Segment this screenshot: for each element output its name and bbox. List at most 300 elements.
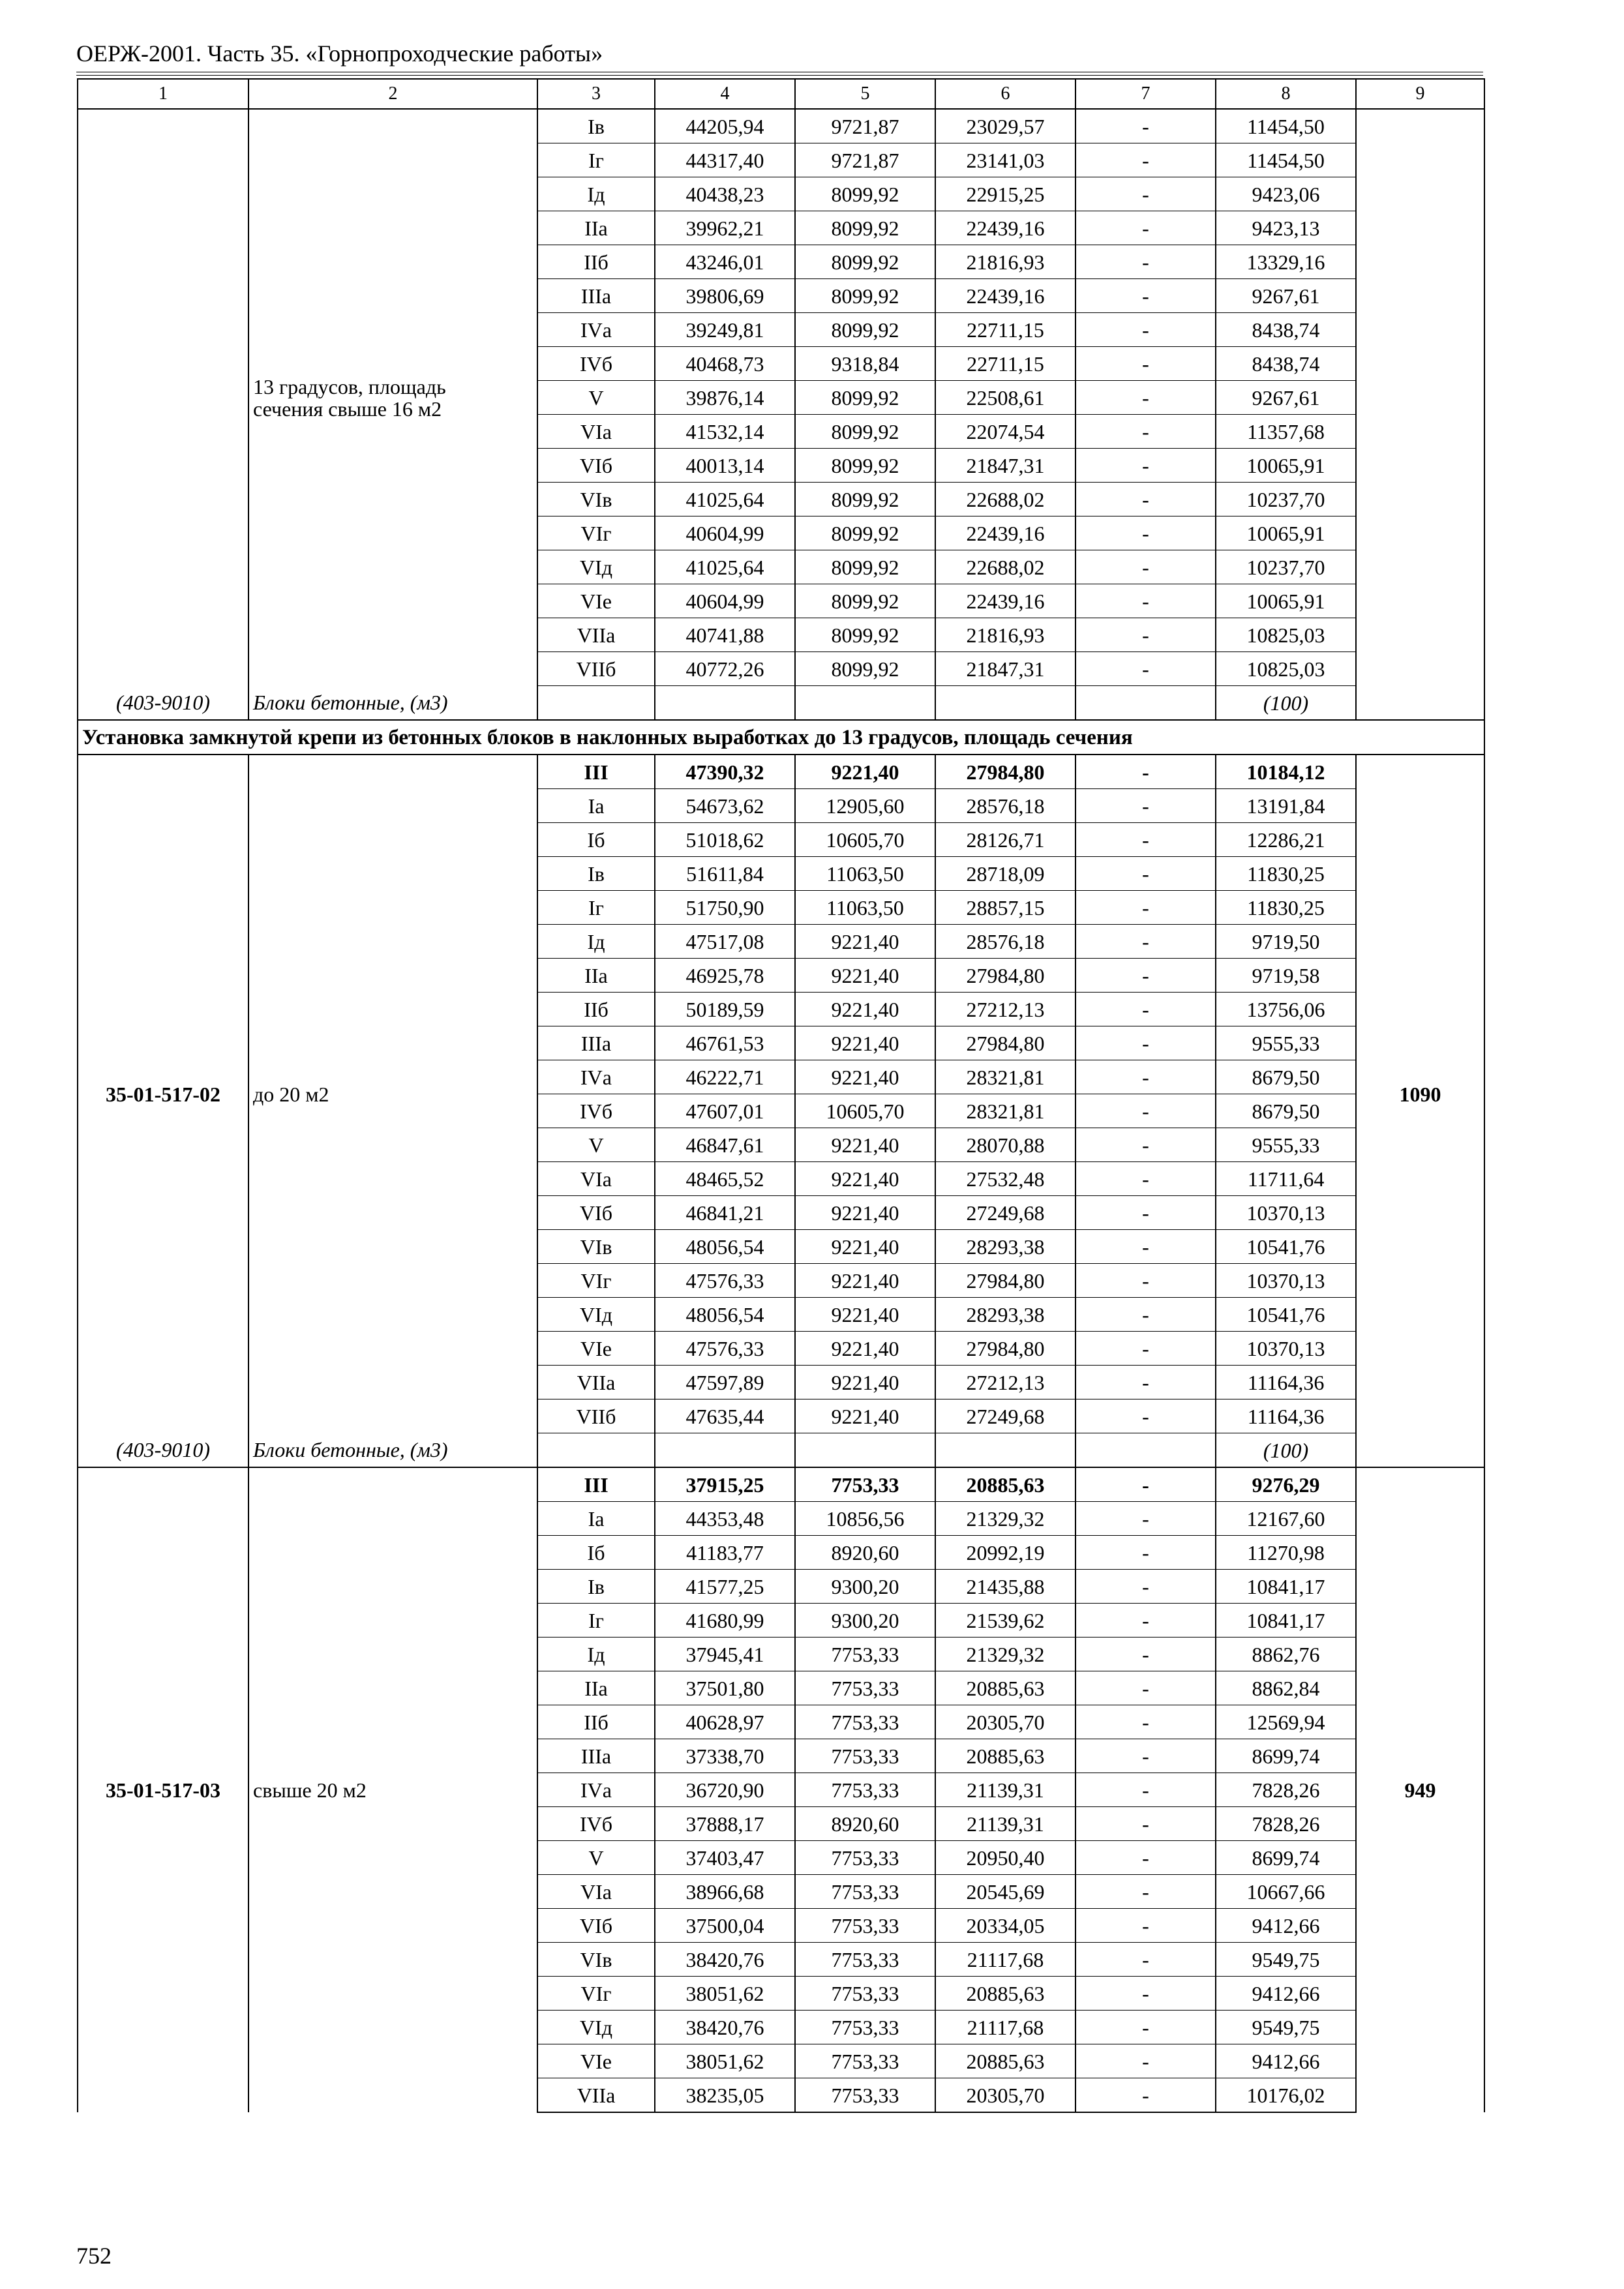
machine-cost-cell: 21117,68 [935,2011,1075,2044]
driver-wages-cell: - [1075,550,1216,584]
driver-wages-cell: - [1075,2078,1216,2113]
direct-cost-cell: 39962,21 [655,211,795,245]
driver-wages-cell: - [1075,2044,1216,2078]
driver-wages-cell: - [1075,925,1216,959]
driver-wages-cell: - [1075,245,1216,279]
material-code: (403-9010) [78,686,248,721]
machine-cost-cell: 28321,81 [935,1094,1075,1128]
materials-cost-cell: 9412,66 [1216,1909,1356,1943]
materials-cost-cell: 9555,33 [1216,1026,1356,1060]
machine-cost-cell: 27984,80 [935,1026,1075,1060]
description-cell [248,755,537,1433]
wages-cell: 9721,87 [795,109,935,143]
driver-wages-cell: - [1075,381,1216,415]
driver-wages-cell: - [1075,1807,1216,1841]
machine-cost-cell: 22688,02 [935,550,1075,584]
wages-cell: 7753,33 [795,2011,935,2044]
category-cell: IVа [537,313,655,347]
wages-cell: 9221,40 [795,1230,935,1264]
wages-cell: 9221,40 [795,1060,935,1094]
machine-cost-cell: 20885,63 [935,1739,1075,1773]
wages-cell: 9221,40 [795,1366,935,1399]
driver-wages-cell: - [1075,1196,1216,1230]
direct-cost-cell: 47597,89 [655,1366,795,1399]
wages-cell: 9221,40 [795,1196,935,1230]
wages-cell: 8099,92 [795,618,935,652]
machine-cost-cell: 21117,68 [935,1943,1075,1977]
wages-cell: 8099,92 [795,550,935,584]
table-row [78,1467,1484,1502]
driver-wages-cell: - [1075,891,1216,925]
code-cell: 35-01-517-03 [78,1467,248,2112]
driver-wages-cell: - [1075,1739,1216,1773]
materials-cost-cell: 10370,13 [1216,1264,1356,1298]
machine-cost-cell: 27984,80 [935,755,1075,789]
materials-cost-cell: 9555,33 [1216,1128,1356,1162]
driver-wages-cell: - [1075,1875,1216,1909]
wages-cell: 7753,33 [795,1467,935,1502]
category-cell: VIе [537,1332,655,1366]
driver-wages-cell: - [1075,652,1216,686]
direct-cost-cell: 47635,44 [655,1399,795,1433]
direct-cost-cell: 47576,33 [655,1264,795,1298]
materials-cost-cell: 10237,70 [1216,483,1356,516]
wages-cell: 12905,60 [795,789,935,823]
total-cell [1356,109,1484,686]
machine-cost-cell: 28576,18 [935,789,1075,823]
direct-cost-cell: 37501,80 [655,1671,795,1705]
wages-cell: 8099,92 [795,279,935,313]
column-number: 6 [935,79,1075,109]
category-cell: Iд [537,177,655,211]
category-cell: VIIа [537,2078,655,2113]
wages-cell: 7753,33 [795,1909,935,1943]
driver-wages-cell: - [1075,823,1216,857]
materials-cost-cell: 9549,75 [1216,2011,1356,2044]
wages-cell: 9221,40 [795,1399,935,1433]
materials-cost-cell: 7828,26 [1216,1773,1356,1807]
machine-cost-cell: 21139,31 [935,1773,1075,1807]
empty-cell [935,686,1075,721]
materials-cost-cell: 10825,03 [1216,618,1356,652]
materials-cost-cell: 10370,13 [1216,1332,1356,1366]
materials-cost-cell: 9412,66 [1216,1977,1356,2011]
wages-cell: 7753,33 [795,1773,935,1807]
machine-cost-cell: 28070,88 [935,1128,1075,1162]
category-cell: VIа [537,1875,655,1909]
materials-cost-cell: 10184,12 [1216,755,1356,789]
materials-cost-cell: 12167,60 [1216,1502,1356,1536]
wages-cell: 9300,20 [795,1570,935,1604]
driver-wages-cell: - [1075,789,1216,823]
section-title: Установка замкнутой крепи из бетонных блоков в наклонных выработках до 13 градусов, площадь сечения [78,720,1484,755]
category-cell: IVа [537,1773,655,1807]
machine-cost-cell: 20305,70 [935,2078,1075,2113]
wages-cell: 9221,40 [795,993,935,1026]
material-code: (403-9010) [78,1433,248,1468]
materials-cost-cell: 9423,06 [1216,177,1356,211]
machine-cost-cell: 22711,15 [935,347,1075,381]
wages-cell: 8099,92 [795,211,935,245]
materials-cost-cell: 8699,74 [1216,1739,1356,1773]
direct-cost-cell: 41577,25 [655,1570,795,1604]
direct-cost-cell: 37403,47 [655,1841,795,1875]
driver-wages-cell: - [1075,1909,1216,1943]
category-cell: Iг [537,891,655,925]
machine-cost-cell: 28576,18 [935,925,1075,959]
driver-wages-cell: - [1075,1841,1216,1875]
machine-cost-cell: 28718,09 [935,857,1075,891]
section-title-row [78,720,1484,755]
wages-cell: 8920,60 [795,1807,935,1841]
material-name: Блоки бетонные, (м3) [248,686,537,721]
direct-cost-cell: 38420,76 [655,1943,795,1977]
table-body [78,79,1484,2112]
category-cell: IIIа [537,279,655,313]
materials-cost-cell: 12286,21 [1216,823,1356,857]
materials-cost-cell: 9267,61 [1216,279,1356,313]
driver-wages-cell: - [1075,211,1216,245]
column-number: 7 [1075,79,1216,109]
machine-cost-cell: 21847,31 [935,652,1075,686]
machine-cost-cell: 27984,80 [935,1264,1075,1298]
materials-cost-cell: 11164,36 [1216,1399,1356,1433]
direct-cost-cell: 37945,41 [655,1638,795,1671]
driver-wages-cell: - [1075,347,1216,381]
machine-cost-cell: 20885,63 [935,1671,1075,1705]
materials-cost-cell: 13329,16 [1216,245,1356,279]
materials-cost-cell: 11830,25 [1216,857,1356,891]
category-cell: VIг [537,516,655,550]
driver-wages-cell: - [1075,1060,1216,1094]
machine-cost-cell: 27212,13 [935,1366,1075,1399]
wages-cell: 7753,33 [795,2044,935,2078]
direct-cost-cell: 51018,62 [655,823,795,857]
direct-cost-cell: 38051,62 [655,2044,795,2078]
driver-wages-cell: - [1075,618,1216,652]
machine-cost-cell: 20885,63 [935,1467,1075,1502]
wages-cell: 8099,92 [795,381,935,415]
empty-cell [537,1433,655,1468]
materials-cost-cell: 10541,76 [1216,1298,1356,1332]
materials-cost-cell: 10237,70 [1216,550,1356,584]
category-cell: VIб [537,1196,655,1230]
direct-cost-cell: 40468,73 [655,347,795,381]
machine-cost-cell: 22439,16 [935,211,1075,245]
description-line: сечения свыше 16 м2 [253,396,442,421]
direct-cost-cell: 40604,99 [655,584,795,618]
direct-cost-cell: 40604,99 [655,516,795,550]
category-cell: IIа [537,1671,655,1705]
machine-cost-cell: 28293,38 [935,1230,1075,1264]
wages-cell: 8099,92 [795,516,935,550]
direct-cost-cell: 51611,84 [655,857,795,891]
driver-wages-cell: - [1075,1026,1216,1060]
direct-cost-cell: 44205,94 [655,109,795,143]
machine-cost-cell: 20885,63 [935,1977,1075,2011]
wages-cell: 9221,40 [795,1026,935,1060]
machine-cost-cell: 28293,38 [935,1298,1075,1332]
driver-wages-cell: - [1075,313,1216,347]
category-cell: VIа [537,1162,655,1196]
materials-cost-cell: 8438,74 [1216,347,1356,381]
category-cell: IIа [537,211,655,245]
machine-cost-cell: 22711,15 [935,313,1075,347]
category-cell: Iв [537,1570,655,1604]
direct-cost-cell: 38966,68 [655,1875,795,1909]
machine-cost-cell: 21329,32 [935,1638,1075,1671]
column-number: 4 [655,79,795,109]
driver-wages-cell: - [1075,1264,1216,1298]
code-cell: 35-01-517-02 [78,755,248,1433]
materials-cost-cell: 11164,36 [1216,1366,1356,1399]
driver-wages-cell: - [1075,2011,1216,2044]
machine-cost-cell: 21816,93 [935,245,1075,279]
direct-cost-cell: 44317,40 [655,143,795,177]
materials-cost-cell: 10825,03 [1216,652,1356,686]
direct-cost-cell: 38235,05 [655,2078,795,2113]
direct-cost-cell: 41025,64 [655,483,795,516]
category-cell: Iд [537,1638,655,1671]
wages-cell: 9221,40 [795,1298,935,1332]
driver-wages-cell: - [1075,993,1216,1026]
materials-cost-cell: 13191,84 [1216,789,1356,823]
category-cell: IIб [537,245,655,279]
category-cell: IIб [537,993,655,1026]
wages-cell: 7753,33 [795,1875,935,1909]
wages-cell: 9221,40 [795,1332,935,1366]
materials-cost-cell: 9267,61 [1216,381,1356,415]
driver-wages-cell: - [1075,279,1216,313]
materials-cost-cell: 10065,91 [1216,449,1356,483]
machine-cost-cell: 28857,15 [935,891,1075,925]
driver-wages-cell: - [1075,1467,1216,1502]
direct-cost-cell: 48056,54 [655,1298,795,1332]
driver-wages-cell: - [1075,1502,1216,1536]
materials-cost-cell: 10541,76 [1216,1230,1356,1264]
materials-cost-cell: 8699,74 [1216,1841,1356,1875]
materials-cost-cell: 11270,98 [1216,1536,1356,1570]
empty-cell [655,1433,795,1468]
driver-wages-cell: - [1075,1366,1216,1399]
wages-cell: 8099,92 [795,415,935,449]
empty-cell [1075,1433,1216,1468]
category-cell: VIIа [537,618,655,652]
machine-cost-cell: 27984,80 [935,1332,1075,1366]
category-cell: VIIб [537,1399,655,1433]
driver-wages-cell: - [1075,143,1216,177]
machine-cost-cell: 23141,03 [935,143,1075,177]
direct-cost-cell: 54673,62 [655,789,795,823]
direct-cost-cell: 41680,99 [655,1604,795,1638]
driver-wages-cell: - [1075,109,1216,143]
driver-wages-cell: - [1075,755,1216,789]
materials-cost-cell: 8862,76 [1216,1638,1356,1671]
materials-cost-cell: 8679,50 [1216,1094,1356,1128]
wages-cell: 9221,40 [795,755,935,789]
category-cell: IIб [537,1705,655,1739]
direct-cost-cell: 38420,76 [655,2011,795,2044]
materials-cost-cell: 8679,50 [1216,1060,1356,1094]
materials-cost-cell: 10065,91 [1216,516,1356,550]
machine-cost-cell: 28321,81 [935,1060,1075,1094]
direct-cost-cell: 46761,53 [655,1026,795,1060]
category-cell: Iв [537,109,655,143]
direct-cost-cell: 44353,48 [655,1502,795,1536]
machine-cost-cell: 27984,80 [935,959,1075,993]
direct-cost-cell: 41183,77 [655,1536,795,1570]
category-cell: Iа [537,1502,655,1536]
category-cell: VIв [537,1230,655,1264]
category-cell: III [537,1467,655,1502]
machine-cost-cell: 20885,63 [935,2044,1075,2078]
category-cell: V [537,1128,655,1162]
direct-cost-cell: 37338,70 [655,1739,795,1773]
wages-cell: 8920,60 [795,1536,935,1570]
driver-wages-cell: - [1075,1298,1216,1332]
empty-cell [795,686,935,721]
category-cell: V [537,1841,655,1875]
table-row [78,109,1484,143]
materials-cost-cell: 13756,06 [1216,993,1356,1026]
direct-cost-cell: 48056,54 [655,1230,795,1264]
machine-cost-cell: 20992,19 [935,1536,1075,1570]
direct-cost-cell: 46925,78 [655,959,795,993]
wages-cell: 8099,92 [795,584,935,618]
wages-cell: 7753,33 [795,1705,935,1739]
direct-cost-cell: 40628,97 [655,1705,795,1739]
page-header: ОЕРЖ-2001. Часть 35. «Горнопроходческие работы» [76,40,603,67]
category-cell: IVб [537,347,655,381]
materials-cost-cell: 8862,84 [1216,1671,1356,1705]
category-cell: IVа [537,1060,655,1094]
driver-wages-cell: - [1075,1399,1216,1433]
direct-cost-cell: 46222,71 [655,1060,795,1094]
driver-wages-cell: - [1075,1094,1216,1128]
category-cell: Iб [537,1536,655,1570]
machine-cost-cell: 27249,68 [935,1399,1075,1433]
category-cell: VIд [537,2011,655,2044]
column-number-row [78,79,1484,109]
machine-cost-cell: 20545,69 [935,1875,1075,1909]
direct-cost-cell: 50189,59 [655,993,795,1026]
driver-wages-cell: - [1075,1671,1216,1705]
column-number: 2 [248,79,537,109]
description-cell [248,1467,537,2112]
direct-cost-cell: 36720,90 [655,1773,795,1807]
wages-cell: 9221,40 [795,925,935,959]
direct-cost-cell: 43246,01 [655,245,795,279]
empty-cell [655,686,795,721]
wages-cell: 7753,33 [795,1977,935,2011]
wages-cell: 9221,40 [795,1128,935,1162]
materials-cost-cell: 7828,26 [1216,1807,1356,1841]
machine-cost-cell: 21847,31 [935,449,1075,483]
empty-cell [537,686,655,721]
description-cell [248,109,537,686]
direct-cost-cell: 39806,69 [655,279,795,313]
wages-cell: 11063,50 [795,891,935,925]
direct-cost-cell: 38051,62 [655,1977,795,2011]
machine-cost-cell: 20305,70 [935,1705,1075,1739]
driver-wages-cell: - [1075,584,1216,618]
materials-cost-cell: 9423,13 [1216,211,1356,245]
machine-cost-cell: 21816,93 [935,618,1075,652]
machine-cost-cell: 21435,88 [935,1570,1075,1604]
description-line: свыше 20 м2 [253,1778,367,1802]
materials-cost-cell: 9276,29 [1216,1467,1356,1502]
empty-cell [935,1433,1075,1468]
direct-cost-cell: 41532,14 [655,415,795,449]
direct-cost-cell: 39876,14 [655,381,795,415]
category-cell: VIв [537,483,655,516]
category-cell: IVб [537,1094,655,1128]
empty-cell [1356,1433,1484,1468]
driver-wages-cell: - [1075,1773,1216,1807]
total-cell: 1090 [1356,755,1484,1433]
driver-wages-cell: - [1075,415,1216,449]
wages-cell: 10856,56 [795,1502,935,1536]
page-number: 752 [76,2243,112,2269]
driver-wages-cell: - [1075,1570,1216,1604]
materials-cost-cell: 9412,66 [1216,2044,1356,2078]
machine-cost-cell: 22508,61 [935,381,1075,415]
machine-cost-cell: 28126,71 [935,823,1075,857]
driver-wages-cell: - [1075,1230,1216,1264]
direct-cost-cell: 37888,17 [655,1807,795,1841]
wages-cell: 7753,33 [795,1739,935,1773]
driver-wages-cell: - [1075,1162,1216,1196]
machine-cost-cell: 27532,48 [935,1162,1075,1196]
category-cell: VIе [537,2044,655,2078]
wages-cell: 9221,40 [795,959,935,993]
direct-cost-cell: 47576,33 [655,1332,795,1366]
category-cell: Iа [537,789,655,823]
driver-wages-cell: - [1075,1128,1216,1162]
driver-wages-cell: - [1075,449,1216,483]
machine-cost-cell: 22439,16 [935,279,1075,313]
category-cell: VIд [537,550,655,584]
category-cell: III [537,755,655,789]
category-cell: VIа [537,415,655,449]
materials-cost-cell: 11830,25 [1216,891,1356,925]
direct-cost-cell: 47517,08 [655,925,795,959]
code-cell [78,109,248,686]
column-number: 9 [1356,79,1484,109]
direct-cost-cell: 47390,32 [655,755,795,789]
empty-cell [1075,686,1216,721]
category-cell: VIе [537,584,655,618]
direct-cost-cell: 46847,61 [655,1128,795,1162]
category-cell: VIб [537,449,655,483]
header-rule [76,72,1483,76]
wages-cell: 9318,84 [795,347,935,381]
driver-wages-cell: - [1075,516,1216,550]
direct-cost-cell: 37915,25 [655,1467,795,1502]
column-number: 8 [1216,79,1356,109]
material-quantity: (100) [1216,686,1356,721]
driver-wages-cell: - [1075,1705,1216,1739]
category-cell: VIIб [537,652,655,686]
materials-cost-cell: 10370,13 [1216,1196,1356,1230]
total-cell: 949 [1356,1467,1484,2112]
wages-cell: 7753,33 [795,1943,935,1977]
wages-cell: 9221,40 [795,1264,935,1298]
column-number: 1 [78,79,248,109]
direct-cost-cell: 37500,04 [655,1909,795,1943]
machine-cost-cell: 22439,16 [935,516,1075,550]
category-cell: V [537,381,655,415]
